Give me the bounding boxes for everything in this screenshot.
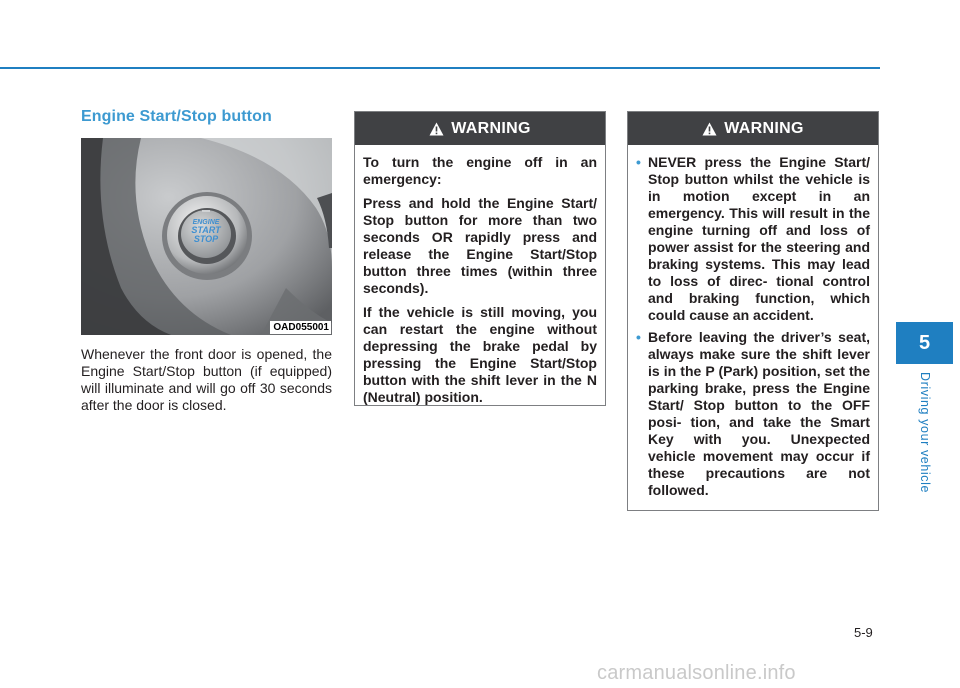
warning-header-2: [628, 112, 878, 145]
header-rule: [0, 67, 880, 69]
list-item: [636, 329, 870, 499]
warning-triangle-icon: [429, 122, 444, 136]
photo-code: OAD055001: [270, 321, 331, 334]
start-label: START: [191, 225, 221, 235]
warning-box-2: [627, 111, 879, 511]
warning-triangle-icon: [702, 122, 717, 136]
warning-1-paragraph: To turn the engine off in an emergency:: [363, 154, 597, 187]
warning-2-bullet-text: NEVER press the Engine Start/ Stop button whilst the vehicle is in motion except in an emergency. This will result in the engine turning off and loss of power assist for the steering and braking systems. This may lead to loss of direc- tional control and braking function, which could cause an accident.: [648, 154, 870, 323]
chapter-label: Driving your vehicle: [918, 372, 932, 494]
engine-start-stop-photo: [81, 138, 332, 335]
warning-heading-1: WARNING: [451, 119, 531, 137]
engine-label: ENGINE: [192, 219, 220, 226]
bullet-icon: •: [636, 154, 641, 170]
page-number: 5-9: [854, 625, 873, 640]
footer-watermark: carmanualsonline.info: [597, 662, 796, 684]
warning-body-2: [628, 145, 878, 499]
chapter-tab: 5: [896, 322, 953, 364]
warning-1-paragraph: If the vehicle is still moving, you can restart the engine without depressing the brake pedal by pressing the Engine Start/Stop button with the shift lever in the N (Neutral) position.: [363, 304, 597, 405]
section-body: Whenever the front door is opened, the Engine Start/Stop button (if equipped) will illuminate and will go off 30 seconds after the door is closed.: [81, 346, 332, 413]
warning-body-1: [355, 145, 605, 406]
bullet-icon: •: [636, 329, 641, 345]
warning-2-list: [636, 154, 870, 499]
warning-heading-2: WARNING: [724, 119, 804, 137]
warning-header-1: [355, 112, 605, 145]
warning-1-paragraph: Press and hold the Engine Start/ Stop button for more than two seconds OR rapidly press and release the Engine Start/Stop button three times (within three seconds).: [363, 195, 597, 296]
engine-start-stop-button-photo: [81, 138, 332, 335]
warning-box-1: [354, 111, 606, 406]
stop-label: STOP: [193, 234, 219, 244]
section-title: Engine Start/Stop button: [81, 108, 272, 125]
list-item: [636, 154, 870, 324]
warning-2-bullet-text: Before leaving the driver’s seat, always make sure the shift lever is in the P (Park) position, set the parking brake, press the Engine Start/ Stop button to the OFF posi- tion, and take the Smart Key with you. Unexpected vehicle movement may occur if these precautions are not followed.: [648, 329, 870, 498]
